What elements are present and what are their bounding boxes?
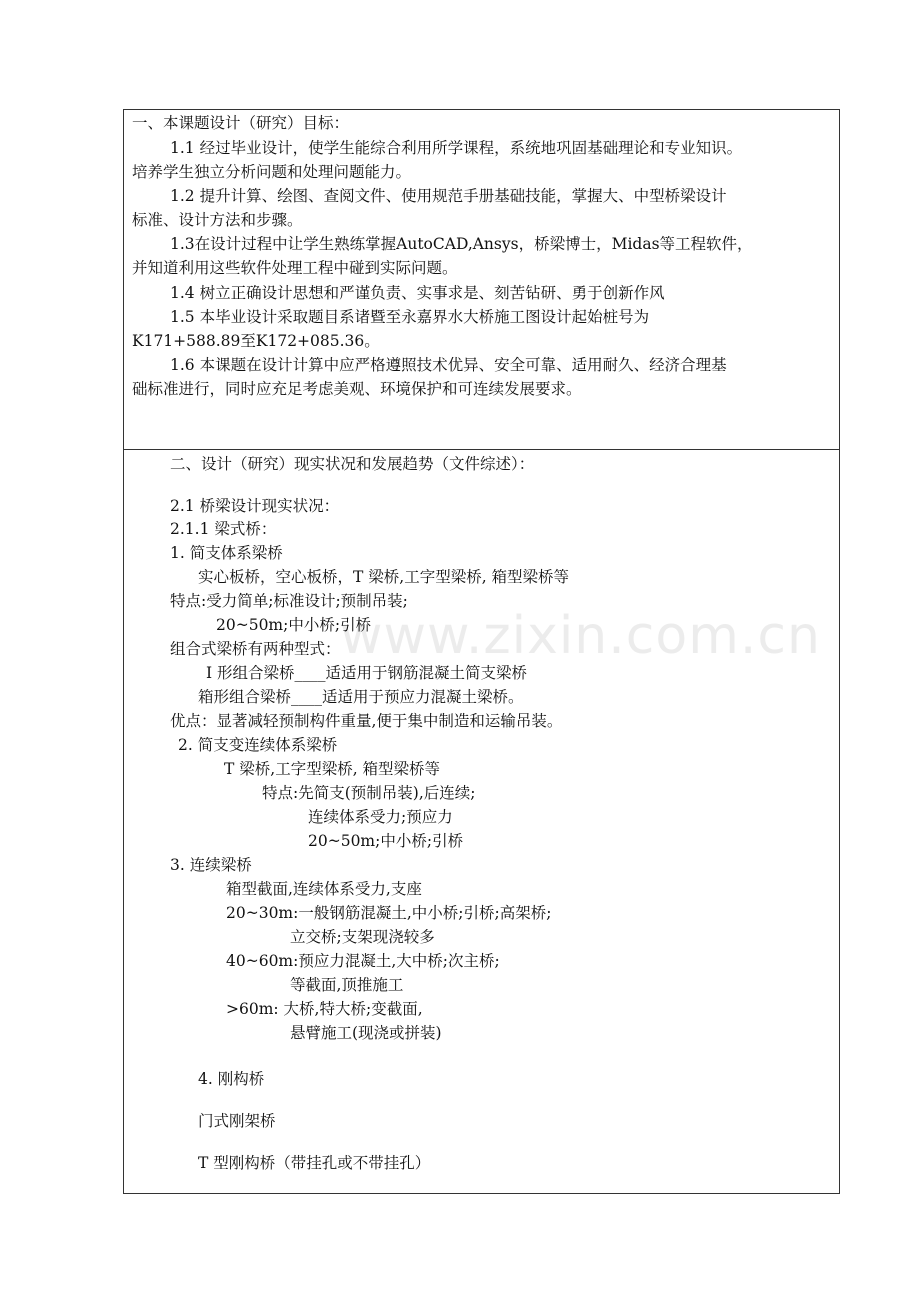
list-line: 2. 简支变连续体系梁桥: [178, 736, 338, 754]
watermark-text: www.zixin.com.cn: [340, 606, 821, 666]
list-line: 特点:受力简单;标准设计;预制吊装;: [170, 592, 408, 610]
row-divider: [124, 449, 839, 450]
list-line: 悬臂施工(现浇或拼装): [290, 1024, 442, 1042]
list-line: 门式刚架桥: [198, 1112, 276, 1130]
list-line: 1. 简支体系梁桥: [170, 544, 283, 562]
paragraph-line: 1.3在设计过程中让学生熟练掌握AutoCAD,Ansys，桥梁博士，Midas等工程软件，: [170, 235, 753, 253]
list-line: 等截面,顶推施工: [290, 976, 404, 994]
list-line: 特点:先简支(预制吊装),后连续;: [262, 784, 476, 802]
list-line: 实心板桥，空心板桥，T 梁桥,工字型梁桥, 箱型梁桥等: [198, 568, 570, 586]
form-table: [123, 109, 840, 1194]
list-line: T 型刚构桥（带挂孔或不带挂孔）: [198, 1154, 431, 1172]
section-heading: 二、设计（研究）现实状况和发展趋势（文件综述）：: [170, 455, 535, 473]
list-line: 立交桥;支架现浇较多: [290, 928, 435, 946]
list-line: 连续体系受力;预应力: [308, 808, 453, 826]
paragraph-line: 并知道利用这些软件处理工程中碰到实际问题。: [132, 259, 458, 277]
list-line: 20~50m;中小桥;引桥: [216, 616, 372, 634]
list-line: 2.1.1 梁式桥：: [170, 520, 277, 538]
list-line: 箱形组合梁桥____适适用于预应力混凝土梁桥。: [198, 688, 524, 706]
section-heading: 一、本课题设计（研究）目标：: [132, 114, 350, 132]
list-line: 组合式梁桥有两种型式：: [170, 640, 341, 658]
paragraph-line: 1.1 经过毕业设计，使学生能综合利用所学课程，系统地巩固基础理论和专业知识。: [170, 139, 743, 157]
paragraph-line: K171+588.89至K172+085.36。: [132, 332, 380, 350]
paragraph-line: 标准、设计方法和步骤。: [132, 211, 303, 229]
list-line: I 形组合梁桥____适适用于钢筋混凝土简支梁桥: [206, 664, 528, 682]
list-line: 箱型截面,连续体系受力,支座: [226, 880, 422, 898]
list-line: 40~60m:预应力混凝土,大中桥;次主桥;: [226, 952, 500, 970]
list-line: 20~50m;中小桥;引桥: [308, 832, 464, 850]
list-line: 20~30m:一般钢筋混凝土,中小桥;引桥;高架桥;: [226, 904, 552, 922]
paragraph-line: 1.6 本课题在设计计算中应严格遵照技术优异、安全可靠、适用耐久、经济合理基: [170, 356, 727, 374]
list-line: >60m: 大桥,特大桥;变截面,: [226, 1000, 423, 1018]
list-line: T 梁桥,工字型梁桥, 箱型梁桥等: [224, 760, 441, 778]
paragraph-line: 1.4 树立正确设计思想和严谨负责、实事求是、刻苦钻研、勇于创新作风: [170, 284, 665, 302]
paragraph-line: 础标准进行，同时应充足考虑美观、环境保护和可连续发展要求。: [132, 380, 582, 398]
list-line: 优点：显著减轻预制构件重量,便于集中制造和运输吊装。: [170, 712, 563, 730]
paragraph-line: 1.2 提升计算、绘图、查阅文件、使用规范手册基础技能，掌握大、中型桥梁设计: [170, 187, 727, 205]
list-line: 3. 连续梁桥: [170, 856, 252, 874]
list-line: 2.1 桥梁设计现实状况：: [170, 497, 340, 515]
paragraph-line: 1.5 本毕业设计采取题目系诸暨至永嘉界水大桥施工图设计起始桩号为: [170, 308, 650, 326]
paragraph-line: 培养学生独立分析问题和处理问题能力。: [132, 163, 412, 181]
list-line: 4. 刚构桥: [198, 1070, 265, 1088]
